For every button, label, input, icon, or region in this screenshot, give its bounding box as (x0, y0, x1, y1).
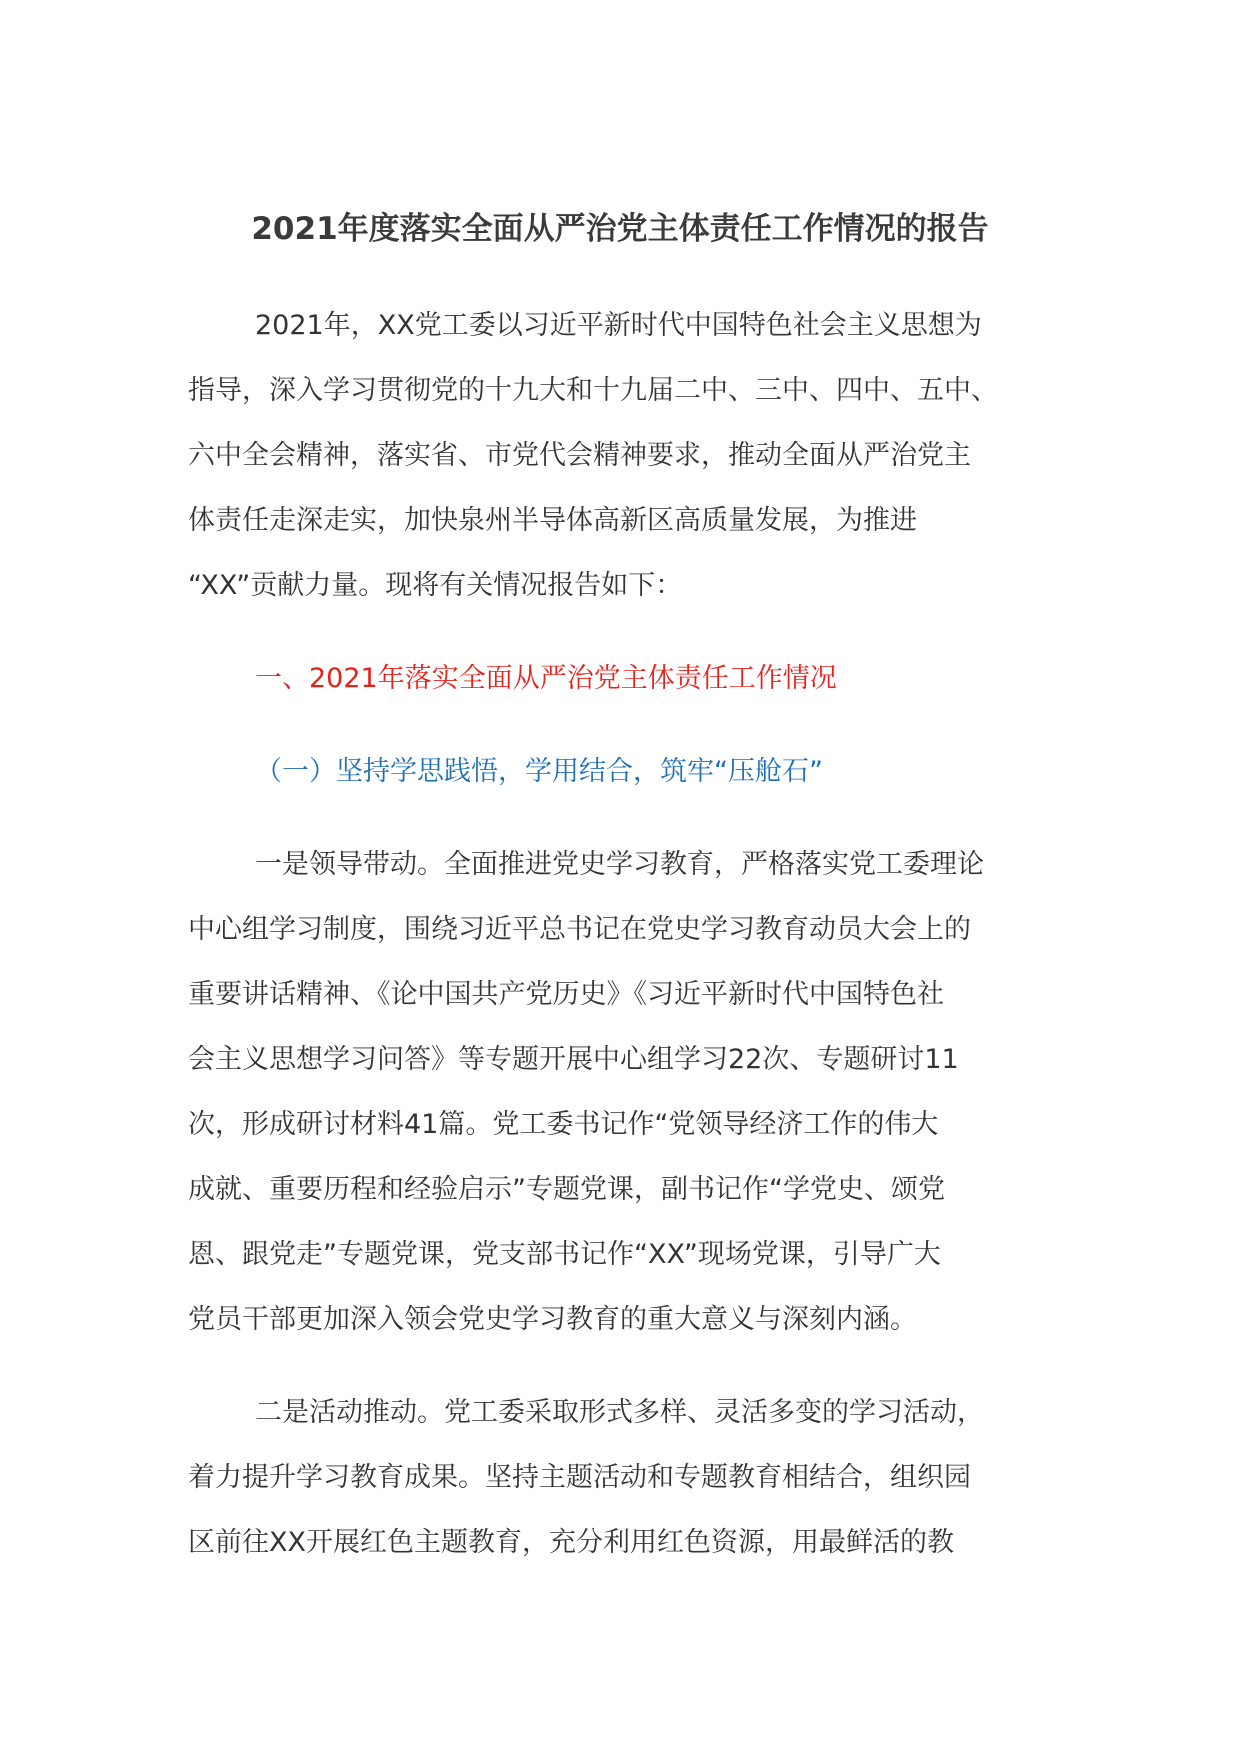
para1-line-5: 次，形成研讨材料41篇。党工委书记作“党领导经济工作的伟大 (188, 1109, 939, 1140)
para2-line-3: 区前往XX开展红色主题教育，充分利用红色资源，用最鲜活的教 (188, 1527, 954, 1558)
intro-line-3: 六中全会精神，落实省、市党代会精神要求，推动全面从严治党主 (188, 440, 971, 471)
para2-line-1: 二是活动推动。党工委采取形式多样、灵活多变的学习活动， (255, 1397, 984, 1428)
para1-line-2: 中心组学习制度，围绕习近平总书记在党史学习教育动员大会上的 (188, 914, 971, 945)
para2-line-2: 着力提升学习教育成果。坚持主题活动和专题教育相结合，组织园 (188, 1462, 971, 1493)
subsection-heading: （一）坚持学思践悟，学用结合，筑牢“压舱石” (255, 756, 823, 787)
para1-line-4: 会主义思想学习问答》等专题开展中心组学习22次、专题研讨11 (188, 1044, 959, 1075)
intro-line-2: 指导，深入学习贯彻党的十九大和十九届二中、三中、四中、五中、 (188, 375, 998, 406)
para1-line-8: 党员干部更加深入领会党史学习教育的重大意义与深刻内涵。 (188, 1304, 917, 1335)
intro-line-5: “XX”贡献力量。现将有关情况报告如下： (188, 570, 683, 601)
para1-line-1: 一是领导带动。全面推进党史学习教育，严格落实党工委理论 (255, 849, 984, 880)
intro-line-4: 体责任走深走实，加快泉州半导体高新区高质量发展，为推进 (188, 505, 917, 536)
para1-line-6: 成就、重要历程和经验启示”专题党课，副书记作“学党史、颂党 (188, 1174, 945, 1205)
para1-line-7: 恩、跟党走”专题党课，党支部书记作“XX”现场党课，引导广大 (188, 1239, 941, 1270)
section-heading: 一、2021年落实全面从严治党主体责任工作情况 (255, 663, 837, 694)
intro-line-1: 2021年，XX党工委以习近平新时代中国特色社会主义思想为 (255, 310, 982, 341)
document-title: 2021年度落实全面从严治党主体责任工作情况的报告 (251, 211, 989, 247)
para1-line-3: 重要讲话精神、《论中国共产党历史》《习近平新时代中国特色社 (188, 979, 944, 1010)
